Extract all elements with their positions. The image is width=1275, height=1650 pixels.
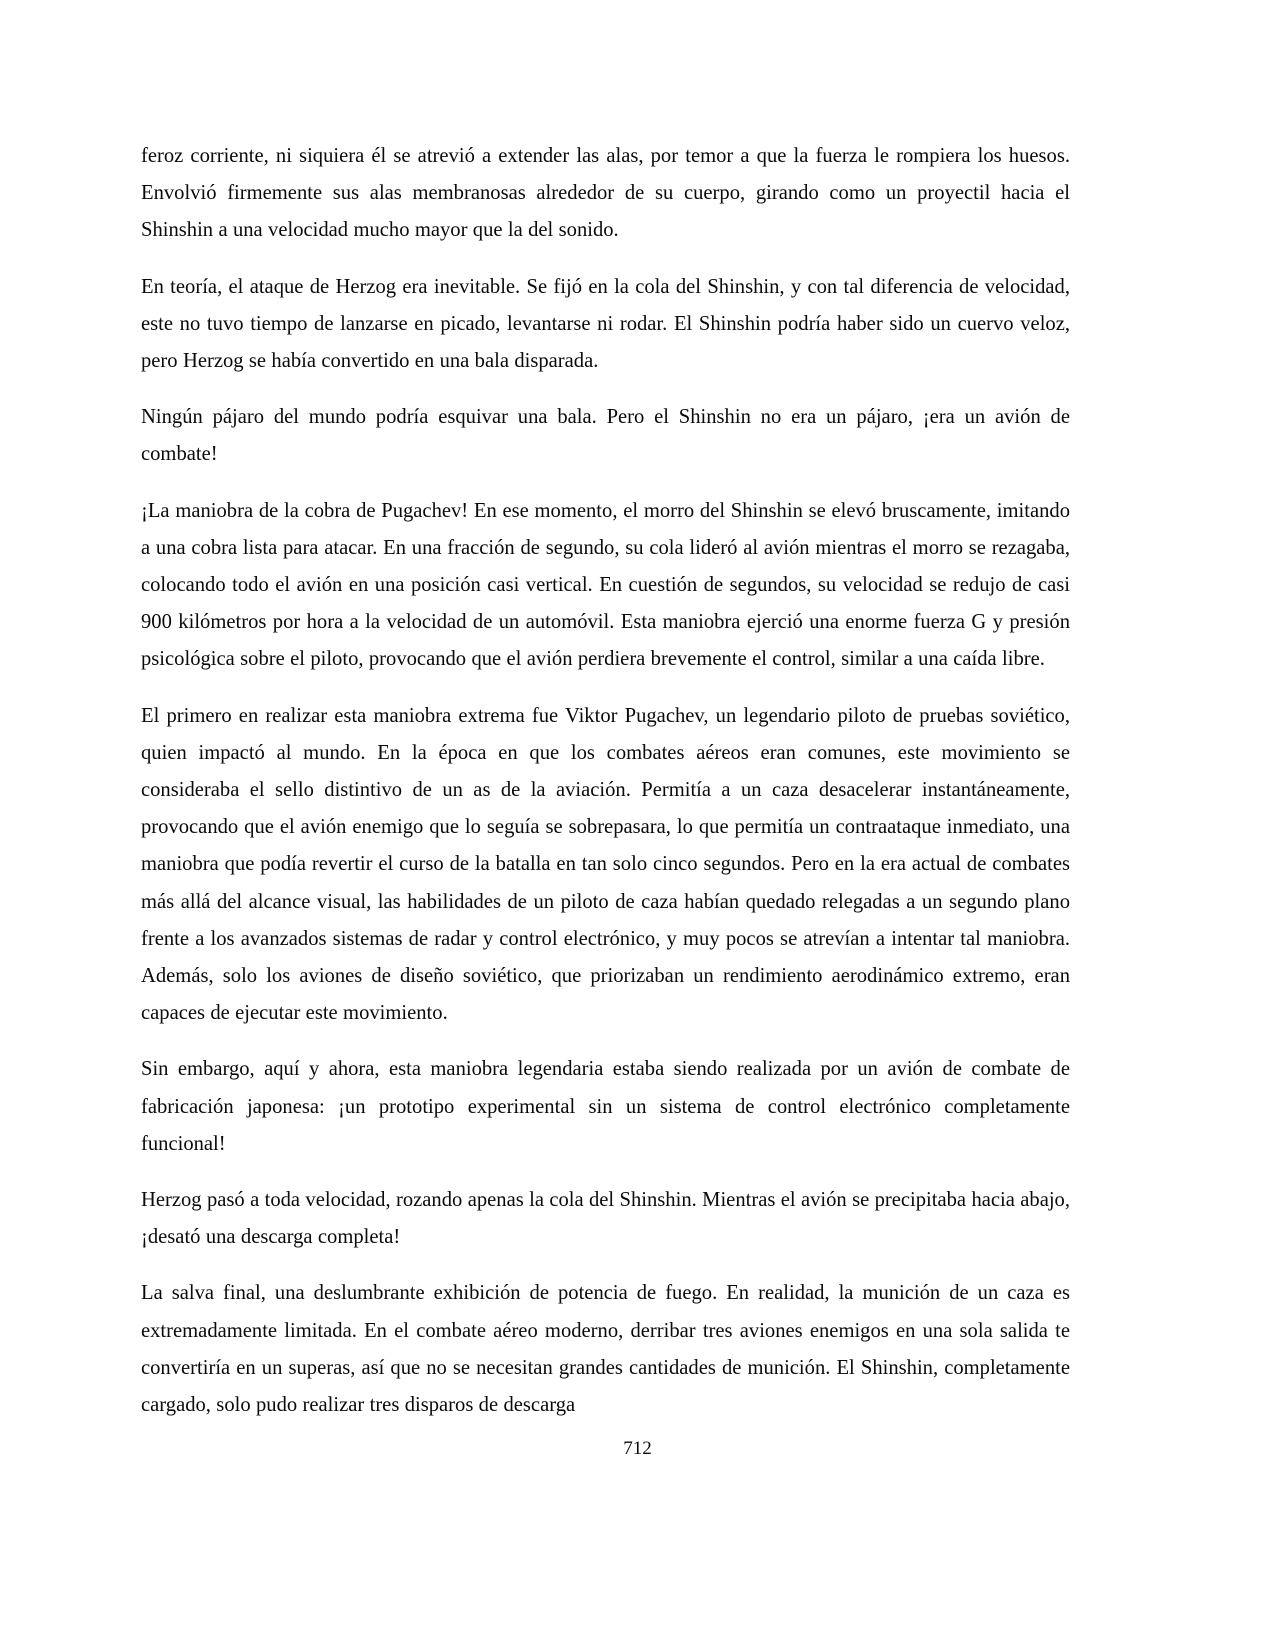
page-number: 712: [623, 1438, 652, 1459]
paragraph-6: Sin embargo, aquí y ahora, esta maniobra legendaria estaba siendo realizada por un avión de combate de fabricación japonesa: ¡un prototipo experimental sin un sistema de control electrónico completamente funcional!: [141, 1058, 1070, 1155]
paragraph-4: ¡La maniobra de la cobra de Pugachev! En ese momento, el morro del Shinshin se elevó bruscamente, imitando a una cobra lista para atacar. En una fracción de segundo, su cola lideró al avión mientras el morro se rezagaba, colocando todo el avión en una posición casi vertical. En cuestión de segundos, su velocidad se redujo de casi 900 kilómetros por hora a la velocidad de un automóvil. Esta maniobra ejerció una enorme fuerza G y presión psicológica sobre el piloto, provocando que el avión perdiera brevemente el control, similar a una caída libre.: [141, 499, 1070, 671]
paragraph-7: Herzog pasó a toda velocidad, rozando apenas la cola del Shinshin. Mientras el avión se precipitaba hacia abajo, ¡desató una descarga completa!: [141, 1189, 1070, 1249]
paragraph-2: En teoría, el ataque de Herzog era inevitable. Se fijó en la cola del Shinshin, y con tal diferencia de velocidad, este no tuvo tiempo de lanzarse en picado, levantarse ni rodar. El Shinshin podría haber sido un cuervo veloz, pero Herzog se había convertido en una bala disparada.: [141, 275, 1070, 373]
body-text-column: [141, 138, 1070, 1424]
paragraph-3: Ningún pájaro del mundo podría esquivar una bala. Pero el Shinshin no era un pájaro, ¡era un avión de combate!: [141, 406, 1070, 466]
paragraph-5: El primero en realizar esta maniobra extrema fue Viktor Pugachev, un legendario piloto de pruebas soviético, quien impactó al mundo. En la época en que los combates aéreos eran comunes, este movimiento se consideraba el sello distintivo de un as de la aviación. Permitía a un caza desacelerar instantáneamente, provocando que el avión enemigo que lo seguía se sobrepasara, lo que permitía un contraataque inmediato, una maniobra que podía revertir el curso de la batalla en tan solo cinco segundos. Pero en la era actual de combates más allá del alcance visual, las habilidades de un piloto de caza habían quedado relegadas a un segundo plano frente a los avanzados sistemas de radar y control electrónico, y muy pocos se atrevían a intentar tal maniobra. Además, solo los aviones de diseño soviético, que priorizaban un rendimiento aerodinámico extremo, eran capaces de ejecutar este movimiento.: [141, 704, 1070, 1025]
paragraph-1: feroz corriente, ni siquiera él se atrevió a extender las alas, por temor a que la fuerza le rompiera los huesos. Envolvió firmemente sus alas membranosas alrededor de su cuerpo, girando como un proyectil hacia el Shinshin a una velocidad mucho mayor que la del sonido.: [141, 145, 1070, 242]
paragraph-8: La salva final, una deslumbrante exhibición de potencia de fuego. En realidad, la munición de un caza es extremadamente limitada. En el combate aéreo moderno, derribar tres aviones enemigos en una sola salida te convertiría en un superas, así que no se necesitan grandes cantidades de munición. El Shinshin, completamente cargado, solo pudo realizar tres disparos de descarga: [141, 1282, 1070, 1417]
